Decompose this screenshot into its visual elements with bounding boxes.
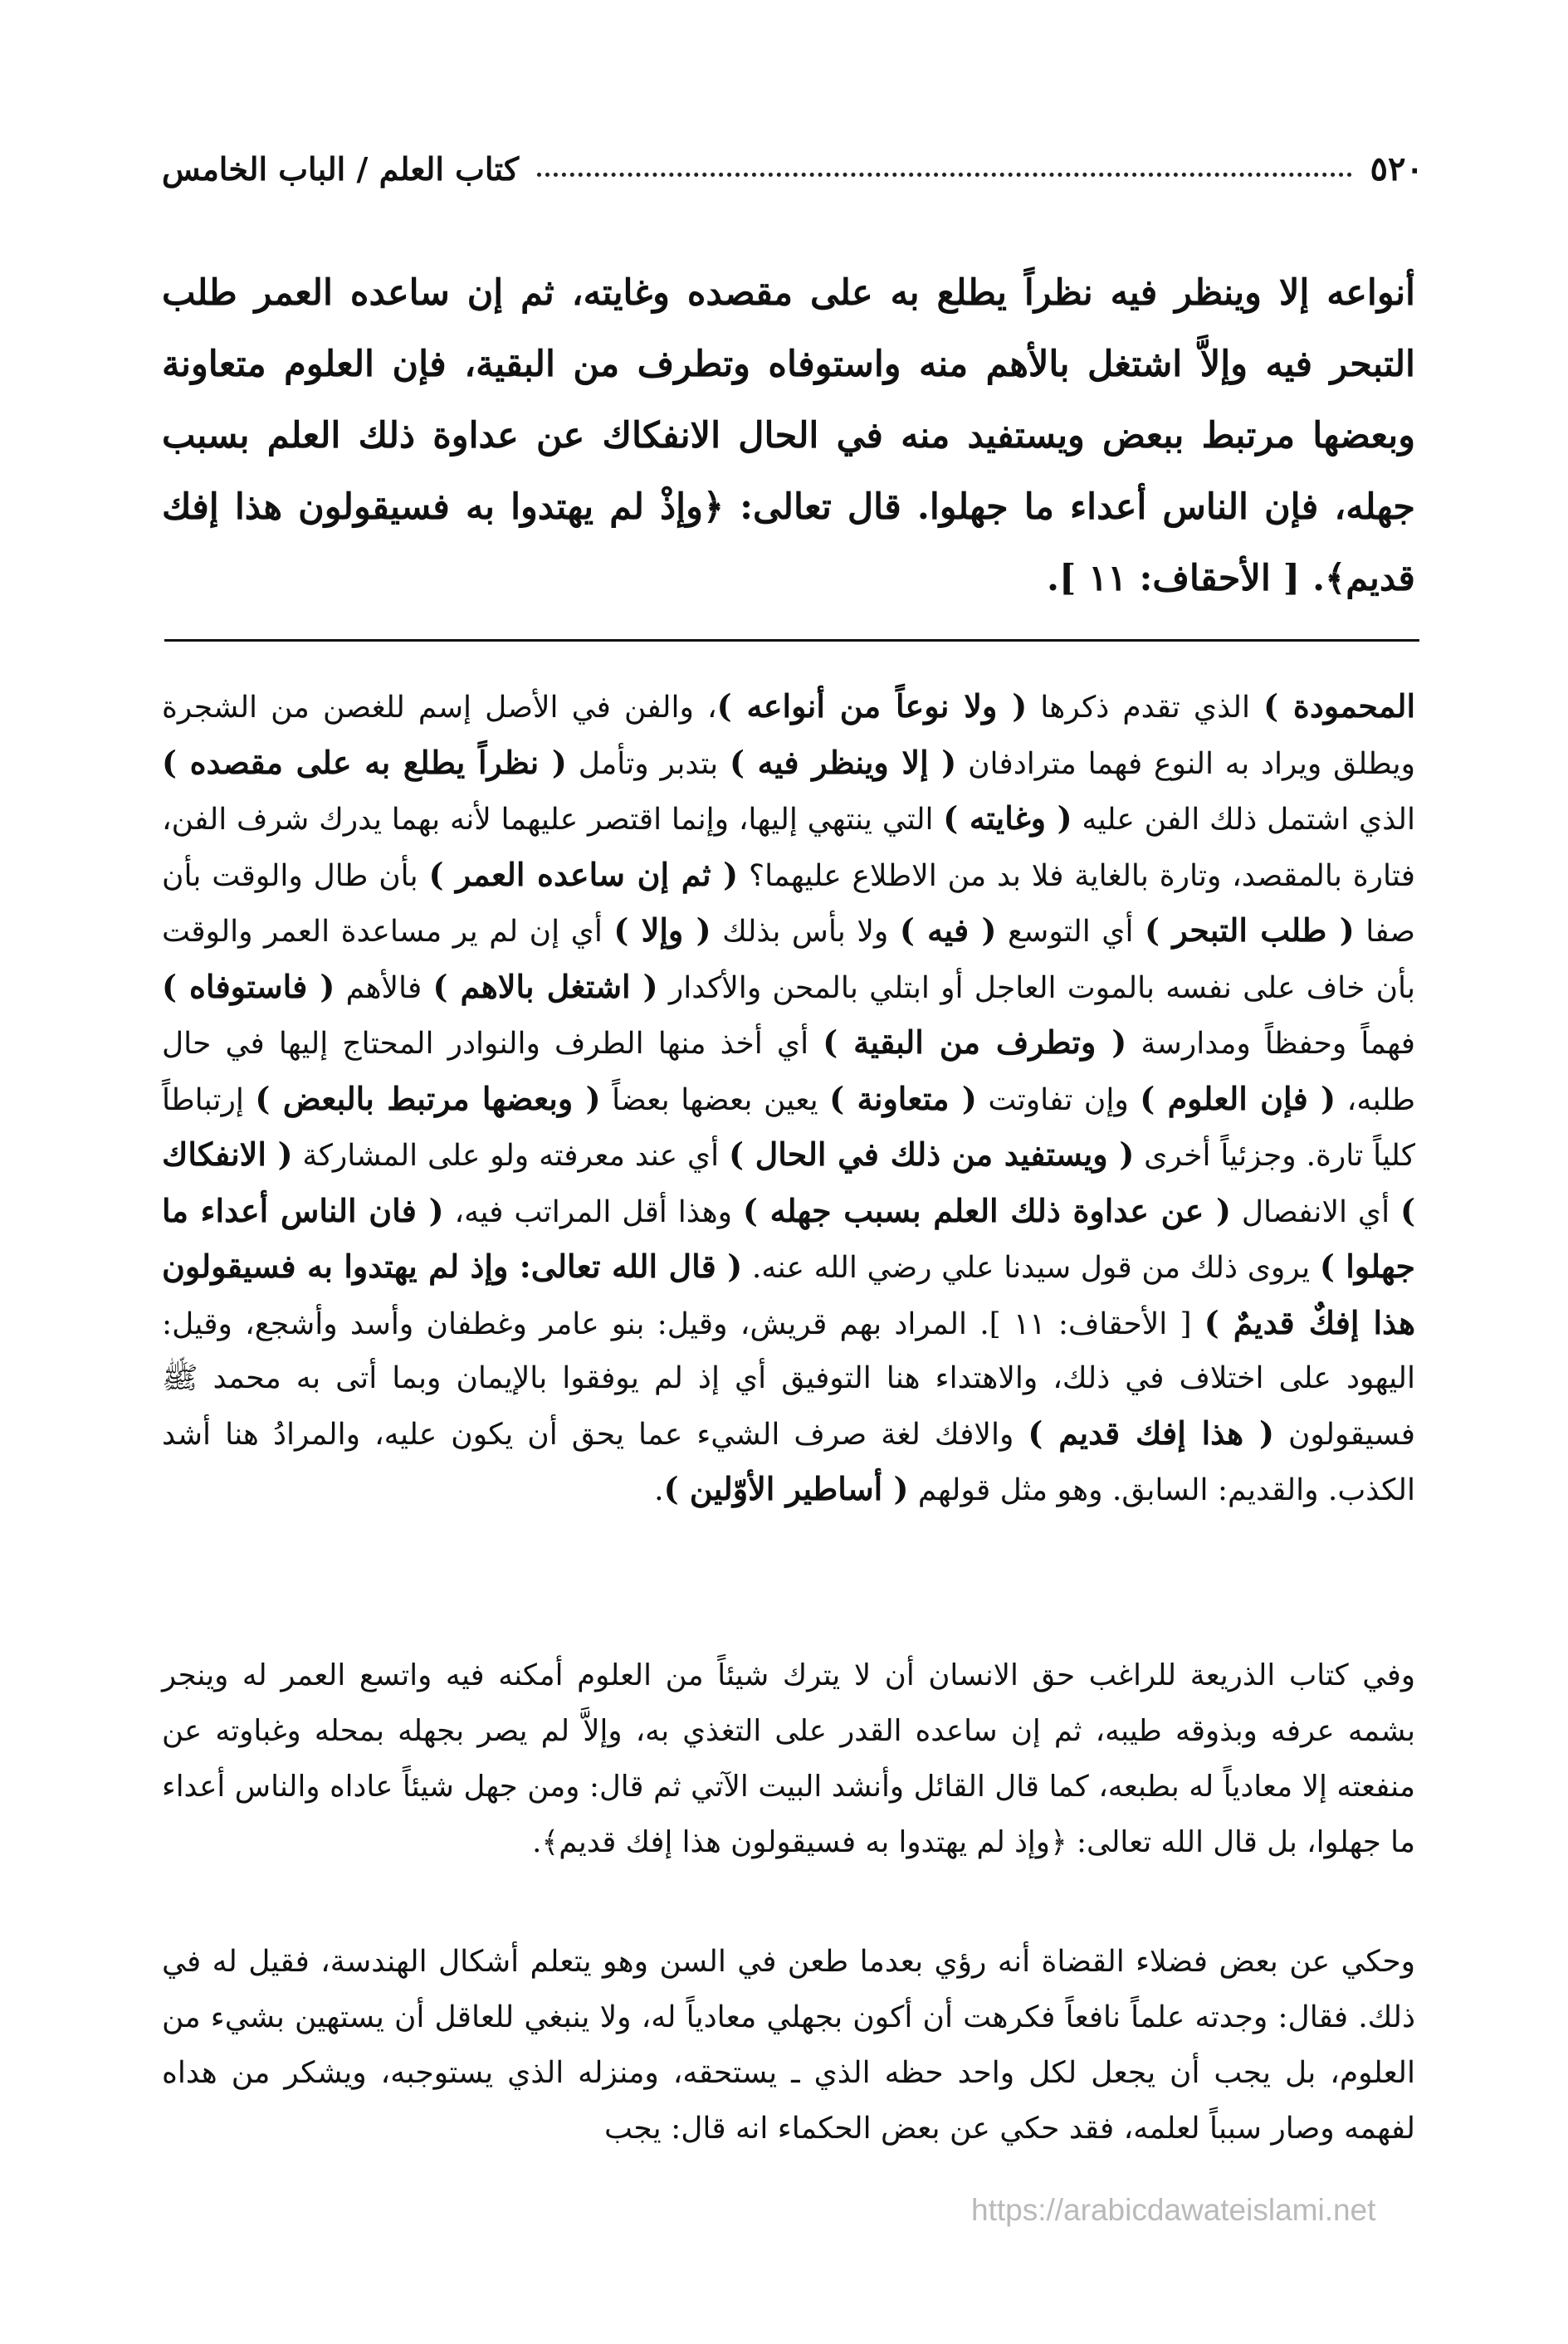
- commentary-quoted-phrase: ( نظراً يطلع به على مقصده ): [162, 743, 567, 781]
- commentary-explanation: أي أخذ منها الطرف والنوادر المحتاج إليها في حال طلبه،: [162, 1027, 1416, 1117]
- dotted-leader: [537, 173, 1352, 177]
- commentary-explanation: .: [654, 1473, 664, 1507]
- page-header: [162, 139, 1424, 198]
- commentary-quoted-phrase: ( فيه ): [899, 911, 997, 949]
- commentary-quoted-phrase: ( ثم إن ساعده العمر ): [428, 855, 739, 893]
- commentary-quoted-phrase: ( أساطير الأوّلين ): [663, 1470, 909, 1507]
- commentary-explanation: والافك لغة صرف الشيء عما يحق أن يكون عليه، والمرادُ هنا أشد الكذب. والقديم: السابق. وهو مثل قولهم: [162, 1417, 1415, 1507]
- commentary-quoted-phrase: ( هذا إفك قديم ): [1028, 1414, 1274, 1452]
- commentary-explanation: إرتباطاً كلياً تارة. وجزئياً أخرى: [162, 1082, 1415, 1173]
- commentary-quoted-phrase: ( طلب التبحر ): [1145, 911, 1355, 949]
- commentary-quoted-phrase: ( قال الله تعالى: وإذ لم يهتدوا به فسيقولون هذا إفكٌ قديمٌ ): [162, 1248, 1416, 1341]
- commentary-explanation: يعين بعضها بعضاً: [600, 1082, 830, 1117]
- commentary-explanation: فالأهم: [335, 970, 433, 1005]
- commentary-quoted-phrase: ( اشتغل بالاهم ): [432, 967, 658, 1005]
- paragraph-dharia: وفي كتاب الذريعة للراغب حق الانسان أن لا يترك شيئاً من العلوم أمكنه فيه واتسع العمر له وينجر بشمه عرفه وبذوقه طيبه، ثم إن ساعده القدر على التغذي به، وإلاَّ لم يصر بجهله بمحله وغباوته عن منفعته إلا معادياً له بطبعه، كما قال القائل وأنشد البيت الآتي ثم قال: ومن جهل شيئاً عاداه والناس أعداء ما جهلوا، بل قال الله تعالى: ﴿وإذ لم يهتدوا به فسيقولون هذا إفك قديم﴾.: [162, 1658, 1415, 1859]
- commentary-quoted-phrase: ( وتطرف من البقية ): [823, 1023, 1127, 1061]
- paragraph-judge-anecdote: وحكي عن بعض فضلاء القضاة أنه رؤي بعدما طعن في السن وهو يتعلم أشكال الهندسة، فقيل له في ذلك. فقال: وجدته علماً نافعاً فكرهت أن أكون بجهلي معادياً له، ولا ينبغي للعاقل أن يستهين بشيء من العلوم، بل يجب أن يجعل لكل واحد حظه الذي ـ يستحقه، ومنزله الذي يستوجبه، ويشكر من هداه لفهمه وصار سبباً لعلمه، فقد حكي عن بعض الحكماء انه قال: يجب: [162, 1945, 1415, 2146]
- commentary-explanation: أي الانفصال: [1230, 1194, 1401, 1229]
- commentary-explanation: أي التوسع: [996, 915, 1145, 949]
- commentary-explanation: أي عند معرفته ولو على المشاركة: [292, 1139, 729, 1173]
- commentary-explanation: بتدبر وتأمل: [566, 746, 730, 781]
- commentary-explanation: يروى ذلك من قول سيدنا علي رضي الله عنه.: [742, 1251, 1320, 1285]
- commentary-quoted-phrase: ( متعاونة ): [829, 1079, 977, 1117]
- commentary-quoted-phrase: ( وبعضها مرتبط بالبعض ): [255, 1079, 601, 1117]
- commentary-quoted-phrase: ( فإن العلوم ): [1140, 1079, 1336, 1117]
- commentary-quoted-phrase: المحمودة ): [1263, 687, 1415, 725]
- commentary-explanation: ، والفن في الأصل إسم للغصن من الشجرة ويطلق ويراد به النوع فهما مترادفان: [162, 691, 1415, 781]
- commentary-explanation: التي ينتهي إليها، وإنما اقتصر عليهما لأنه بهما يدرك شرف الفن، فتارة بالمقصد، وتارة بالغاية فلا بد من الاطلاع عليهما؟: [162, 803, 1415, 893]
- main-text: أنواعه إلا وينظر فيه نظراً يطلع به على مقصده وغايته، ثم إن ساعده العمر طلب التبحر فيه وإلاَّ اشتغل بالأهم منه واستوفاه وتطرف من البقية، فإن العلوم متعاونة وبعضها مرتبط ببعض ويستفيد منه في الحال الانفكاك عن عداوة ذلك العلم بسبب جهله، فإن الناس أعداء ما جهلوا. قال تعالى: ﴿وإذْ لم يهتدوا به فسيقولون هذا إفك قديم﴾. [ الأحقاف: ١١ ].: [162, 272, 1415, 599]
- commentary-quoted-phrase: ( وإلا ): [613, 911, 711, 949]
- commentary-quoted-phrase: ( وغايته ): [943, 799, 1072, 837]
- commentary-explanation: الذي تقدم ذكرها: [1027, 691, 1264, 725]
- commentary-explanation: وإن تفاوتت: [976, 1082, 1141, 1117]
- commentary-quoted-phrase: ( ولا نوعاً من أنواعه ): [716, 687, 1028, 725]
- commentary-text: [162, 679, 1415, 1518]
- website-watermark: https://arabicdawateislami.net: [971, 2193, 1376, 2227]
- commentary-quoted-phrase: ( الانفكاك ): [162, 1135, 1415, 1229]
- footnote-separator: [164, 639, 1419, 642]
- commentary-explanation: الذي اشتمل ذلك الفن عليه: [1072, 803, 1415, 837]
- page-number: ٥٢٠: [1370, 149, 1424, 188]
- commentary-quoted-phrase: ( فان الناس أعداء ما جهلوا ): [162, 1191, 1416, 1285]
- commentary-quoted-phrase: ( إلا وينظر فيه ): [729, 743, 957, 781]
- commentary-explanation: وهذا أقل المراتب فيه،: [443, 1194, 743, 1229]
- commentary-explanation: فهماً وحفظاً ومدارسة: [1126, 1027, 1415, 1061]
- commentary-explanation: [ الأحقاف: ١١ ]. المراد بهم قريش، وقيل: بنو عامر وغطفان وأسد وأشجع، وقيل: اليهود على اختلاف في ذلك، والاهتداء هنا التوفيق أي إذ لم يوفقوا بالإيمان وبما أتى به محمد ﷺ فسيقولون: [162, 1306, 1415, 1452]
- commentary-explanation: بأن طال والوقت بأن صفا: [162, 858, 1415, 949]
- commentary-quoted-phrase: ( عن عداوة ذلك العلم بسبب جهله ): [742, 1191, 1231, 1229]
- commentary-quoted-phrase: ( فاستوفاه ): [162, 967, 335, 1005]
- commentary-explanation: ولا بأس بذلك: [711, 915, 900, 949]
- running-title: كتاب العلم / الباب الخامس: [162, 149, 520, 188]
- commentary-explanation: أي إن لم ير مساعدة العمر والوقت بأن خاف على نفسه بالموت العاجل أو ابتلي بالمحن والأكدار: [162, 915, 1416, 1005]
- commentary-quoted-phrase: ( ويستفيد من ذلك في الحال ): [728, 1135, 1135, 1173]
